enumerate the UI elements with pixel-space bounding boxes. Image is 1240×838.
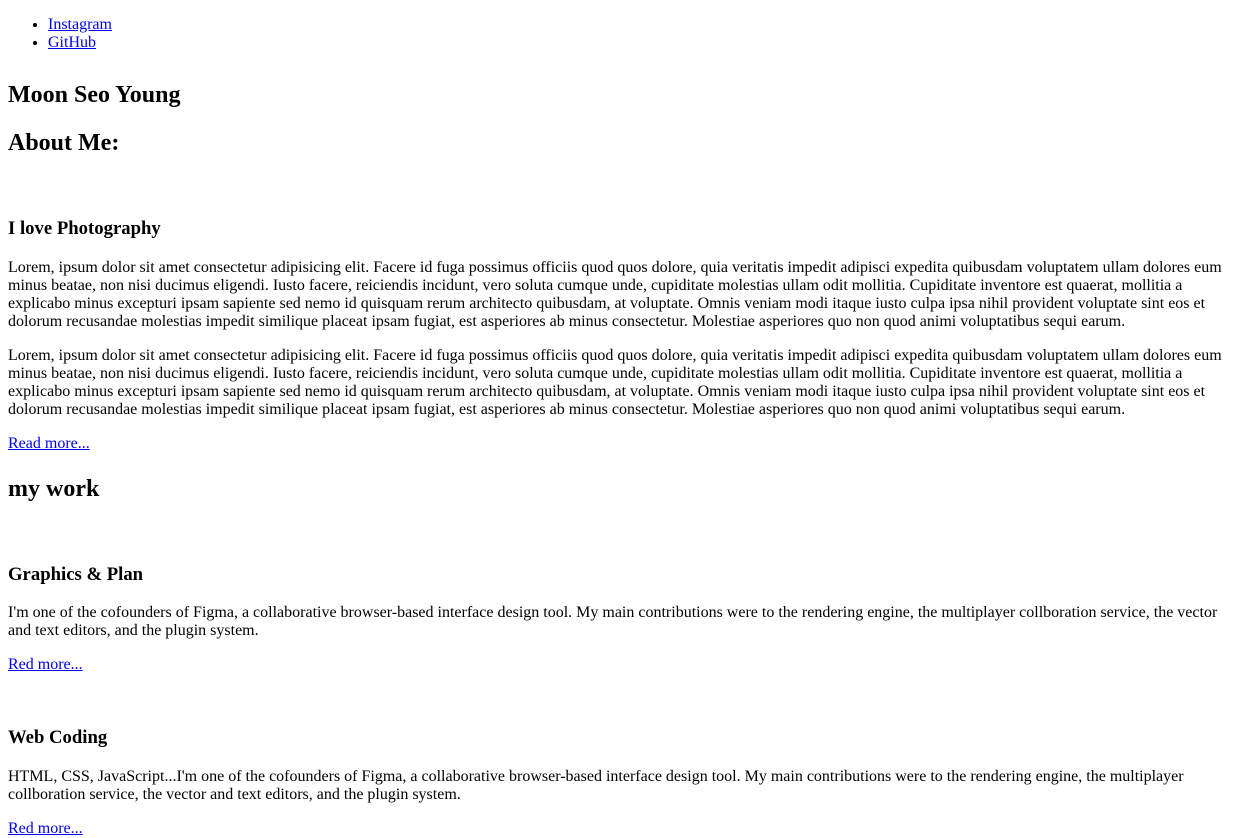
about-read-more-row	[8, 435, 1232, 453]
work-heading: my work	[8, 476, 100, 502]
page-title: Moon Seo Young	[8, 82, 181, 108]
work-card-text: I'm one of the cofounders of Figma, a collaborative browser-based interface design tool. My main contributions were to the rendering engine, the multiplayer collboration service, the vector and text editors, and the plugin system.	[8, 604, 1218, 639]
about-paragraph-2: Lorem, ipsum dolor sit amet consectetur adipisicing elit. Facere id fuga possimus officiis quod quos dolore, quia veritatis impedit adipisci expedita quibusdam voluptatem ullam dolores eum minus beatae, non nisi ducimus eligendi. Iusto facere, reiciendis incidunt, vero soluta cumque unde, cupiditate molestias ullam odit mollitia. Cupiditate inventore est quaerat, mollitia a explicabo minus excepturi ipsam sapiente sed nemo id quisquam rerum architecto quibusdam, at voluptate. Omnis veniam modi itaque iusto culpa ipsa nihil provident voluptate sint eos et dolorum recusandae molestias impedit similique placeat ipsam fugiat, est asperiores ab minus consectetur. Molestiae asperiores quo non quod animi voluptatibus sequi earum.	[8, 347, 1222, 418]
github-link[interactable]: GitHub	[48, 34, 96, 51]
work-card-web-coding	[8, 727, 1232, 838]
about-heading: About Me:	[8, 130, 120, 156]
work-section	[8, 475, 1232, 838]
social-link-item	[48, 16, 1232, 34]
about-section	[8, 129, 1232, 453]
social-link-item	[48, 34, 1232, 52]
work-card-title: Graphics & Plan	[8, 564, 144, 585]
work-card-link-row	[8, 656, 1232, 674]
social-links-list	[8, 16, 1232, 52]
work-card-title: Web Coding	[8, 727, 108, 748]
about-read-more-link[interactable]: Read more...	[8, 435, 90, 452]
work-card-read-more-link[interactable]: Red more...	[8, 820, 83, 837]
about-paragraph-1: Lorem, ipsum dolor sit amet consectetur adipisicing elit. Facere id fuga possimus officiis quod quos dolore, quia veritatis impedit adipisci expedita quibusdam voluptatem ullam dolores eum minus beatae, non nisi ducimus eligendi. Iusto facere, reiciendis incidunt, vero soluta cumque unde, cupiditate molestias ullam odit mollitia. Cupiditate inventore est quaerat, mollitia a explicabo minus excepturi ipsam sapiente sed nemo id quisquam rerum architecto quibusdam, at voluptate. Omnis veniam modi itaque iusto culpa ipsa nihil provident voluptate sint eos et dolorum recusandae molestias impedit similique placeat ipsam fugiat, est asperiores ab minus consectetur. Molestiae asperiores quo non quod animi voluptatibus sequi earum.	[8, 259, 1222, 330]
work-card-read-more-link[interactable]: Red more...	[8, 656, 83, 673]
work-card-link-row	[8, 820, 1232, 838]
instagram-link[interactable]: Instagram	[48, 16, 112, 33]
work-card-graphics	[8, 564, 1232, 674]
work-card-text: HTML, CSS, JavaScript...I'm one of the cofounders of Figma, a collaborative browser-based interface design tool. My main contributions were to the rendering engine, the multiplayer collboration service, the vector and text editors, and the plugin system.	[8, 768, 1184, 803]
about-card-title: I love Photography	[8, 218, 161, 239]
